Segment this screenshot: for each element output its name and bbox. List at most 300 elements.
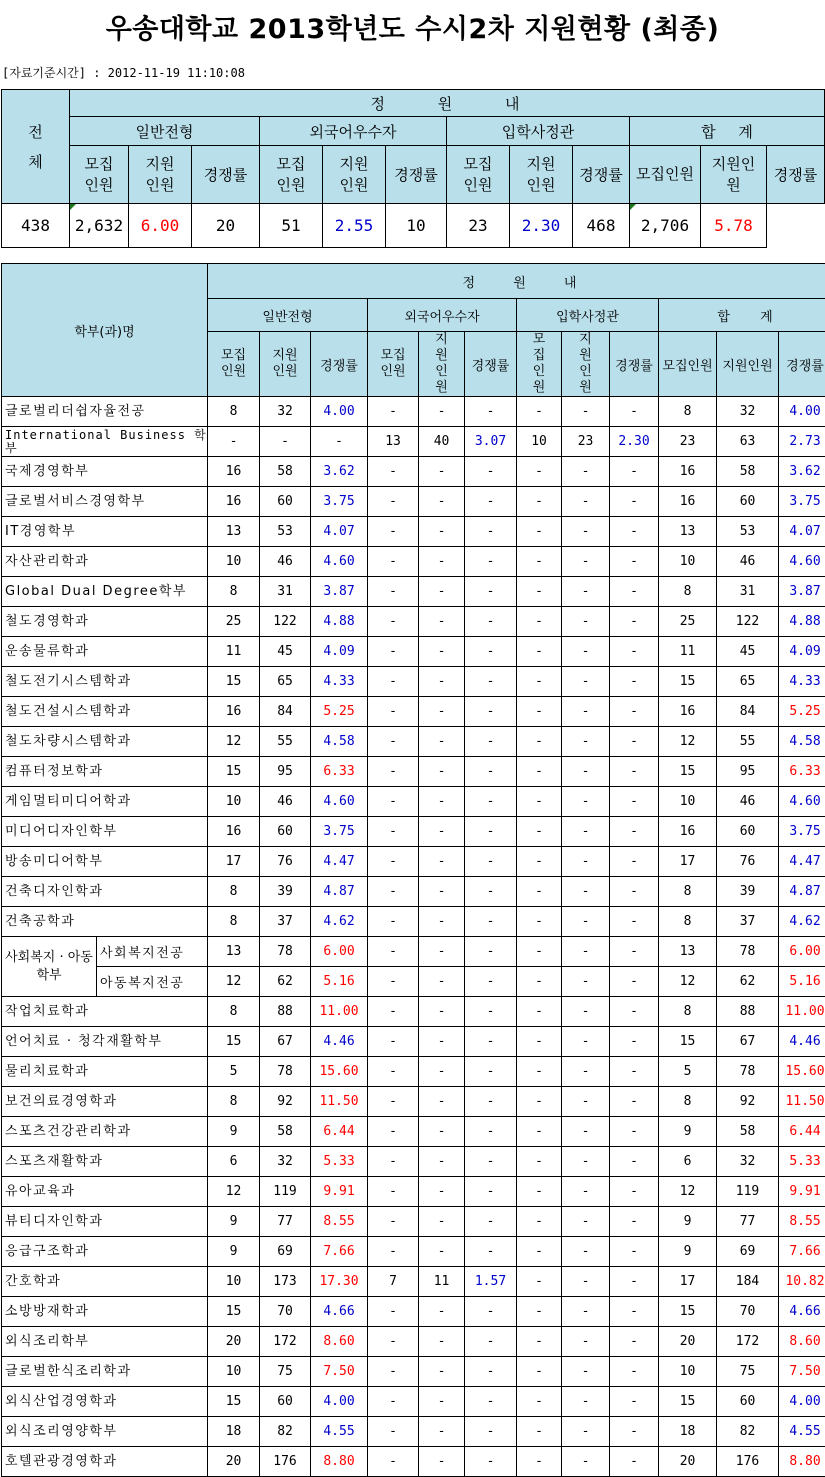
foreign-applicants-cell: -: [419, 1447, 465, 1477]
admission-applicants-cell: -: [562, 727, 610, 757]
foreign-applicants-cell: -: [419, 877, 465, 907]
admission-ratio-cell: -: [610, 1237, 659, 1267]
foreign-ratio-cell: -: [465, 1087, 517, 1117]
admission-quota-cell: -: [517, 727, 562, 757]
foreign-ratio-cell: -: [465, 1237, 517, 1267]
total-applicants-cell: 55: [717, 727, 779, 757]
foreign-ratio-cell: -: [465, 1357, 517, 1387]
general-applicants-cell: 58: [260, 1117, 311, 1147]
table-row: [2, 457, 825, 487]
foreign-quota-cell: -: [368, 457, 419, 487]
admission-applicants-cell: -: [562, 1417, 610, 1447]
general-quota-cell: 9: [208, 1207, 260, 1237]
admission-quota-cell: -: [517, 697, 562, 727]
detail-sub-ratio: 경쟁률: [465, 332, 517, 397]
total-quota-cell: 10: [659, 1357, 717, 1387]
table-row: [2, 1237, 825, 1267]
foreign-applicants-cell: -: [419, 1147, 465, 1177]
foreign-quota-cell: -: [368, 967, 419, 997]
dept-name: 글로벌서비스경영학부: [2, 487, 208, 517]
foreign-quota-cell: -: [368, 1087, 419, 1117]
general-quota-cell: 12: [208, 727, 260, 757]
total-applicants-cell: 92: [717, 1087, 779, 1117]
foreign-quota-cell: -: [368, 607, 419, 637]
foreign-ratio-cell: -: [465, 1297, 517, 1327]
summary-quota-value: 438: [2, 204, 70, 248]
total-quota-cell: 15: [659, 757, 717, 787]
admission-ratio-cell: -: [610, 577, 659, 607]
foreign-quota-cell: -: [368, 877, 419, 907]
foreign-ratio-cell: -: [465, 667, 517, 697]
total-ratio-cell: 10.82: [779, 1267, 825, 1297]
foreign-applicants-cell: -: [419, 547, 465, 577]
foreign-quota-cell: -: [368, 817, 419, 847]
foreign-quota-cell: -: [368, 787, 419, 817]
general-applicants-cell: 172: [260, 1327, 311, 1357]
general-quota-cell: 10: [208, 547, 260, 577]
foreign-quota-cell: -: [368, 1297, 419, 1327]
foreign-quota-cell: -: [368, 757, 419, 787]
admission-applicants-cell: -: [562, 1087, 610, 1117]
foreign-applicants-cell: 11: [419, 1267, 465, 1297]
total-applicants-cell: 82: [717, 1417, 779, 1447]
foreign-quota-cell: -: [368, 1357, 419, 1387]
summary-quota-value: 468: [573, 204, 630, 248]
general-quota-cell: 16: [208, 817, 260, 847]
total-ratio-cell: 4.47: [779, 847, 825, 877]
admission-quota-cell: -: [517, 1297, 562, 1327]
total-ratio-cell: 4.46: [779, 1027, 825, 1057]
table-row: [2, 607, 825, 637]
general-quota-cell: 15: [208, 1387, 260, 1417]
detail-sub-ratio: 경쟁률: [610, 332, 659, 397]
summary-group-total: 합 계: [630, 117, 825, 146]
foreign-applicants-cell: -: [419, 577, 465, 607]
foreign-quota-cell: -: [368, 577, 419, 607]
admission-quota-cell: -: [517, 1417, 562, 1447]
admission-applicants-cell: -: [562, 1267, 610, 1297]
admission-applicants-cell: -: [562, 637, 610, 667]
total-ratio-cell: 3.62: [779, 457, 825, 487]
total-quota-cell: 15: [659, 1027, 717, 1057]
general-quota-cell: 15: [208, 1027, 260, 1057]
admission-applicants-cell: -: [562, 397, 610, 427]
general-ratio-cell: 5.33: [311, 1147, 368, 1177]
foreign-ratio-cell: -: [465, 907, 517, 937]
admission-applicants-cell: 23: [562, 427, 610, 457]
general-ratio-cell: 15.60: [311, 1057, 368, 1087]
total-quota-cell: 13: [659, 517, 717, 547]
general-applicants-cell: 37: [260, 907, 311, 937]
general-applicants-cell: 60: [260, 817, 311, 847]
summary-applicants-value: 51: [260, 204, 323, 248]
foreign-applicants-cell: -: [419, 1207, 465, 1237]
summary-sub-quota: 모집 인원: [70, 146, 129, 204]
foreign-ratio-cell: -: [465, 697, 517, 727]
summary-sub-total-quota: 모집인원: [630, 146, 701, 204]
foreign-quota-cell: 7: [368, 1267, 419, 1297]
general-applicants-cell: 82: [260, 1417, 311, 1447]
dept-name: 철도차량시스템학과: [2, 727, 208, 757]
total-applicants-cell: 32: [717, 397, 779, 427]
admission-applicants-cell: -: [562, 1147, 610, 1177]
total-quota-cell: 12: [659, 727, 717, 757]
general-applicants-cell: 78: [260, 1057, 311, 1087]
dept-name: 컴퓨터정보학과: [2, 757, 208, 787]
general-ratio-cell: 4.33: [311, 667, 368, 697]
foreign-quota-cell: -: [368, 1177, 419, 1207]
admission-ratio-cell: -: [610, 517, 659, 547]
foreign-applicants-cell: -: [419, 517, 465, 547]
dept-name: 소방방재학과: [2, 1297, 208, 1327]
foreign-applicants-cell: -: [419, 1237, 465, 1267]
foreign-ratio-cell: 1.57: [465, 1267, 517, 1297]
dept-name: 철도전기시스템학과: [2, 667, 208, 697]
general-applicants-cell: 58: [260, 457, 311, 487]
general-ratio-cell: 3.75: [311, 817, 368, 847]
foreign-quota-cell: 13: [368, 427, 419, 457]
admission-ratio-cell: -: [610, 1327, 659, 1357]
admission-applicants-cell: -: [562, 757, 610, 787]
total-quota-cell: 11: [659, 637, 717, 667]
general-applicants-cell: 119: [260, 1177, 311, 1207]
foreign-applicants-cell: -: [419, 1387, 465, 1417]
foreign-applicants-cell: -: [419, 847, 465, 877]
table-row: [2, 577, 825, 607]
total-quota-cell: 23: [659, 427, 717, 457]
detail-group-foreign: 외국어우수자: [368, 299, 517, 332]
foreign-applicants-cell: -: [419, 607, 465, 637]
dept-name: 외식조리학부: [2, 1327, 208, 1357]
admission-ratio-cell: -: [610, 607, 659, 637]
admission-applicants-cell: -: [562, 517, 610, 547]
general-quota-cell: 12: [208, 1177, 260, 1207]
total-quota-cell: 20: [659, 1447, 717, 1477]
admission-applicants-cell: -: [562, 1027, 610, 1057]
general-quota-cell: 25: [208, 607, 260, 637]
general-applicants-cell: 84: [260, 697, 311, 727]
total-quota-cell: 8: [659, 877, 717, 907]
total-quota-cell: 15: [659, 1297, 717, 1327]
foreign-ratio-cell: -: [465, 577, 517, 607]
total-quota-cell: 9: [659, 1237, 717, 1267]
general-applicants-cell: 62: [260, 967, 311, 997]
admission-quota-cell: -: [517, 637, 562, 667]
foreign-applicants-cell: -: [419, 907, 465, 937]
foreign-quota-cell: -: [368, 1027, 419, 1057]
detail-sub-quota: 모집 인원: [368, 332, 419, 397]
detail-dept-header: 학부(과)명: [2, 264, 208, 397]
admission-applicants-cell: -: [562, 1177, 610, 1207]
admission-quota-cell: -: [517, 997, 562, 1027]
total-applicants-cell: 31: [717, 577, 779, 607]
total-quota-cell: 25: [659, 607, 717, 637]
table-row: [2, 637, 825, 667]
general-quota-cell: 13: [208, 937, 260, 967]
admission-ratio-cell: -: [610, 757, 659, 787]
general-applicants-cell: 32: [260, 397, 311, 427]
foreign-ratio-cell: -: [465, 967, 517, 997]
total-ratio-cell: 8.55: [779, 1207, 825, 1237]
admission-ratio-cell: -: [610, 1147, 659, 1177]
foreign-ratio-cell: -: [465, 787, 517, 817]
admission-quota-cell: -: [517, 547, 562, 577]
dept-name: 철도건설시스템학과: [2, 697, 208, 727]
foreign-ratio-cell: -: [465, 397, 517, 427]
general-ratio-cell: 6.44: [311, 1117, 368, 1147]
detail-sub-quota: 모집 인원: [208, 332, 260, 397]
total-applicants-cell: 70: [717, 1297, 779, 1327]
admission-quota-cell: -: [517, 1267, 562, 1297]
total-applicants-cell: 67: [717, 1027, 779, 1057]
foreign-ratio-cell: -: [465, 547, 517, 577]
admission-applicants-cell: -: [562, 1387, 610, 1417]
admission-applicants-cell: -: [562, 607, 610, 637]
foreign-quota-cell: -: [368, 637, 419, 667]
admission-ratio-cell: 2.30: [610, 427, 659, 457]
total-ratio-cell: 4.66: [779, 1297, 825, 1327]
dept-name: 언어치료 · 청각재활학부: [2, 1027, 208, 1057]
general-ratio-cell: 4.07: [311, 517, 368, 547]
foreign-applicants-cell: -: [419, 1027, 465, 1057]
total-ratio-cell: 4.07: [779, 517, 825, 547]
total-ratio-cell: 6.33: [779, 757, 825, 787]
foreign-applicants-cell: -: [419, 457, 465, 487]
general-ratio-cell: 7.66: [311, 1237, 368, 1267]
general-quota-cell: 10: [208, 1357, 260, 1387]
admission-ratio-cell: -: [610, 727, 659, 757]
admission-quota-cell: -: [517, 787, 562, 817]
general-ratio-cell: 8.60: [311, 1327, 368, 1357]
foreign-quota-cell: -: [368, 937, 419, 967]
admission-quota-cell: -: [517, 577, 562, 607]
total-applicants-cell: 69: [717, 1237, 779, 1267]
foreign-ratio-cell: -: [465, 997, 517, 1027]
general-quota-cell: 20: [208, 1447, 260, 1477]
foreign-applicants-cell: -: [419, 1177, 465, 1207]
admission-applicants-cell: -: [562, 877, 610, 907]
summary-sub-quota: 모집 인원: [447, 146, 510, 204]
detail-quota-header: 정 원 내: [208, 264, 825, 299]
general-quota-cell: 10: [208, 1267, 260, 1297]
total-ratio-cell: 2.73: [779, 427, 825, 457]
general-quota-cell: 17: [208, 847, 260, 877]
general-quota-cell: 20: [208, 1327, 260, 1357]
general-quota-cell: 16: [208, 487, 260, 517]
total-applicants-cell: 176: [717, 1447, 779, 1477]
table-row: [2, 727, 825, 757]
admission-applicants-cell: -: [562, 997, 610, 1027]
admission-ratio-cell: -: [610, 1387, 659, 1417]
admission-quota-cell: -: [517, 1087, 562, 1117]
admission-ratio-cell: -: [610, 1177, 659, 1207]
general-applicants-cell: 60: [260, 1387, 311, 1417]
table-row: [2, 667, 825, 697]
admission-quota-cell: -: [517, 667, 562, 697]
admission-applicants-cell: -: [562, 1327, 610, 1357]
admission-ratio-cell: -: [610, 847, 659, 877]
detail-sub-applicants: 지원 인원: [260, 332, 311, 397]
foreign-quota-cell: -: [368, 907, 419, 937]
summary-quota-value: 20: [192, 204, 260, 248]
foreign-ratio-cell: -: [465, 517, 517, 547]
total-ratio-cell: 11.50: [779, 1087, 825, 1117]
admission-applicants-cell: -: [562, 1297, 610, 1327]
total-ratio-cell: 3.75: [779, 817, 825, 847]
foreign-applicants-cell: -: [419, 1327, 465, 1357]
summary-sub-quota: 모집 인원: [260, 146, 323, 204]
foreign-ratio-cell: -: [465, 1447, 517, 1477]
admission-quota-cell: -: [517, 877, 562, 907]
general-quota-cell: 11: [208, 637, 260, 667]
dept-name: 스포츠건강관리학과: [2, 1117, 208, 1147]
total-ratio-cell: 4.55: [779, 1417, 825, 1447]
foreign-quota-cell: -: [368, 1207, 419, 1237]
total-quota-cell: 20: [659, 1327, 717, 1357]
general-applicants-cell: 32: [260, 1147, 311, 1177]
table-row: [2, 1177, 825, 1207]
summary-applicants-value: 23: [447, 204, 510, 248]
total-ratio-cell: 15.60: [779, 1057, 825, 1087]
admission-applicants-cell: -: [562, 1237, 610, 1267]
general-quota-cell: 16: [208, 697, 260, 727]
summary-group-general: 일반전형: [70, 117, 260, 146]
table-row: [2, 1387, 825, 1417]
general-applicants-cell: 31: [260, 577, 311, 607]
general-applicants-cell: 75: [260, 1357, 311, 1387]
foreign-applicants-cell: -: [419, 697, 465, 727]
admission-ratio-cell: -: [610, 1117, 659, 1147]
table-row: [2, 817, 825, 847]
foreign-quota-cell: -: [368, 667, 419, 697]
table-row: [2, 487, 825, 517]
admission-applicants-cell: -: [562, 937, 610, 967]
foreign-ratio-cell: -: [465, 877, 517, 907]
dept-name: 뷰티디자인학과: [2, 1207, 208, 1237]
foreign-quota-cell: -: [368, 1057, 419, 1087]
admission-applicants-cell: -: [562, 787, 610, 817]
admission-quota-cell: -: [517, 397, 562, 427]
general-ratio-cell: 5.25: [311, 697, 368, 727]
total-quota-cell: 16: [659, 817, 717, 847]
table-row: [2, 1057, 825, 1087]
general-quota-cell: -: [208, 427, 260, 457]
dept-name: 자산관리학과: [2, 547, 208, 577]
dept-name: 글로벌한식조리학과: [2, 1357, 208, 1387]
total-ratio-cell: 4.00: [779, 397, 825, 427]
detail-sub-quota: 모집 인원: [517, 332, 562, 397]
foreign-ratio-cell: -: [465, 1147, 517, 1177]
admission-applicants-cell: -: [562, 1357, 610, 1387]
general-ratio-cell: 8.55: [311, 1207, 368, 1237]
table-row: [2, 1087, 825, 1117]
general-ratio-cell: 4.00: [311, 397, 368, 427]
total-quota-cell: 16: [659, 457, 717, 487]
general-ratio-cell: 4.58: [311, 727, 368, 757]
general-applicants-cell: 70: [260, 1297, 311, 1327]
general-ratio-cell: 4.47: [311, 847, 368, 877]
admission-ratio-cell: -: [610, 1057, 659, 1087]
dept-name: 건축디자인학과: [2, 877, 208, 907]
detail-sub-applicants: 지원 인원: [419, 332, 465, 397]
admission-quota-cell: -: [517, 517, 562, 547]
general-ratio-cell: 4.46: [311, 1027, 368, 1057]
total-quota-cell: 8: [659, 1087, 717, 1117]
foreign-ratio-cell: -: [465, 727, 517, 757]
foreign-quota-cell: -: [368, 1387, 419, 1417]
total-ratio-cell: 3.87: [779, 577, 825, 607]
total-quota-cell: 17: [659, 1267, 717, 1297]
foreign-ratio-cell: -: [465, 817, 517, 847]
table-row: [2, 1267, 825, 1297]
data-timestamp: [자료기준시간] : 2012-11-19 11:10:08: [2, 64, 245, 81]
admission-quota-cell: -: [517, 1447, 562, 1477]
dept-name: 게임멀티미디어학과: [2, 787, 208, 817]
admission-quota-cell: -: [517, 817, 562, 847]
foreign-ratio-cell: -: [465, 757, 517, 787]
foreign-applicants-cell: -: [419, 997, 465, 1027]
table-row: [2, 757, 825, 787]
detail-group-general: 일반전형: [208, 299, 368, 332]
detail-sub-total-quota: 모집인원: [659, 332, 717, 397]
summary-group-admission: 입학사정관: [447, 117, 630, 146]
admission-quota-cell: -: [517, 607, 562, 637]
total-applicants-cell: 62: [717, 967, 779, 997]
detail-table: [1, 263, 825, 1477]
dept-name: 유아교육과: [2, 1177, 208, 1207]
general-ratio-cell: 4.55: [311, 1417, 368, 1447]
total-quota-cell: 15: [659, 1387, 717, 1417]
general-quota-cell: 16: [208, 457, 260, 487]
admission-applicants-cell: -: [562, 907, 610, 937]
general-ratio-cell: 4.88: [311, 607, 368, 637]
table-row: [2, 427, 825, 457]
foreign-applicants-cell: -: [419, 397, 465, 427]
foreign-ratio-cell: -: [465, 1207, 517, 1237]
dept-name: 응급구조학과: [2, 1237, 208, 1267]
table-row: [2, 877, 825, 907]
table-row: [2, 397, 825, 427]
dept-name: 미디어디자인학부: [2, 817, 208, 847]
total-quota-cell: 8: [659, 907, 717, 937]
detail-group-admission: 입학사정관: [517, 299, 659, 332]
total-quota-cell: 10: [659, 547, 717, 577]
table-row: [2, 997, 825, 1027]
admission-quota-cell: -: [517, 1207, 562, 1237]
admission-ratio-cell: -: [610, 817, 659, 847]
dept-name: 외식산업경영학과: [2, 1387, 208, 1417]
admission-ratio-cell: -: [610, 397, 659, 427]
admission-ratio-cell: -: [610, 997, 659, 1027]
general-ratio-cell: 17.30: [311, 1267, 368, 1297]
admission-ratio-cell: -: [610, 967, 659, 997]
total-quota-cell: 9: [659, 1207, 717, 1237]
admission-ratio-cell: -: [610, 697, 659, 727]
foreign-ratio-cell: -: [465, 1417, 517, 1447]
general-applicants-cell: -: [260, 427, 311, 457]
admission-applicants-cell: -: [562, 847, 610, 877]
table-row: [2, 1297, 825, 1327]
general-quota-cell: 8: [208, 1087, 260, 1117]
admission-quota-cell: -: [517, 1057, 562, 1087]
admission-applicants-cell: -: [562, 487, 610, 517]
total-quota-cell: 13: [659, 937, 717, 967]
total-quota-cell: 16: [659, 487, 717, 517]
total-ratio-cell: 4.60: [779, 547, 825, 577]
foreign-ratio-cell: -: [465, 937, 517, 967]
table-row: [2, 517, 825, 547]
admission-quota-cell: -: [517, 1327, 562, 1357]
